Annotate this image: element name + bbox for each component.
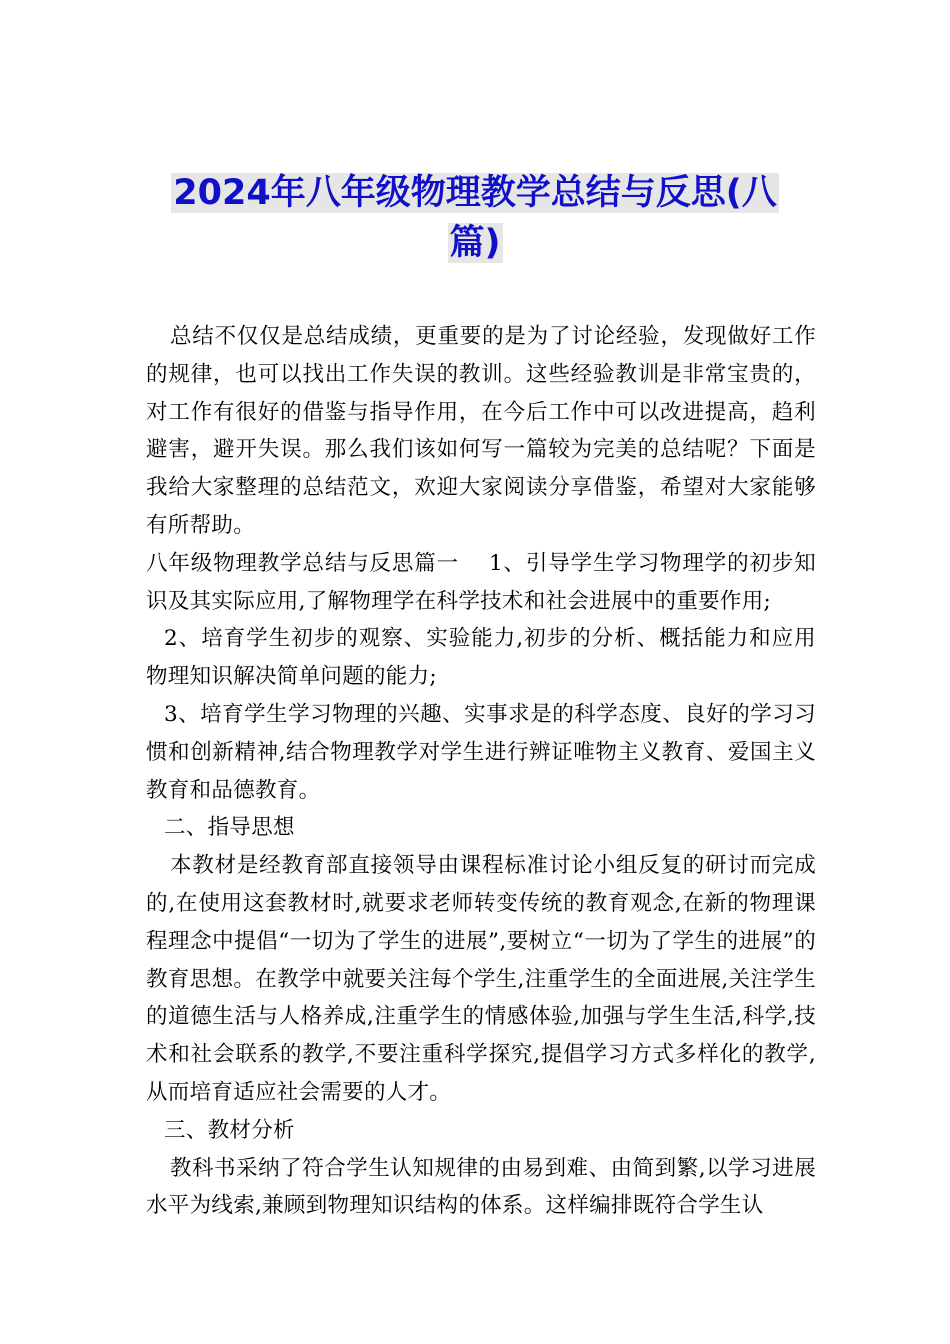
- guiding-ideology-paragraph: 本教材是经教育部直接领导由课程标准讨论小组反复的研讨而完成的,在使用这套教材时,就要求老师转变传统的教育观念,在新的物理课程理念中提倡“一切为了学生的进展”,要树立“一切为了学生的进展”的教育思想。在教学中就要关注每个学生,注重学生的全面进展,关注学生的道德生活与人格养成,注重学生的情感体验,加强与学生生活,科学,技术和社会联系的教学,不要注重科学探究,提倡学习方式多样化的教学,从而培育适应社会需要的人才。: [146, 853, 816, 1105]
- section-one-paragraph: 八年级物理教学总结与反思篇一 1、引导学生学习物理学的初步知识及其实际应用,了解物理学在科学技术和社会进展中的重要作用;: [146, 550, 816, 614]
- heading-textbook-analysis: 三、教材分析: [164, 1117, 295, 1143]
- title-line-1: 2024年八年级物理教学总结与反思(八: [173, 173, 777, 213]
- document-body: [146, 318, 816, 1225]
- document-title: [150, 168, 800, 268]
- intro-paragraph: 总结不仅仅是总结成绩，更重要的是为了讨论经验，发现做好工作的规律，也可以找出工作失误的教训。这些经验教训是非常宝贵的，对工作有很好的借鉴与指导作用，在今后工作中可以改进提高，趋利避害，避开失误。那么我们该如何写一篇较为完美的总结呢？下面是我给大家整理的总结范文，欢迎大家阅读分享借鉴，希望对大家能够有所帮助。: [146, 324, 816, 538]
- title-line-2: 篇): [449, 223, 501, 263]
- heading-guiding-ideology: 二、指导思想: [164, 815, 295, 841]
- goal-2-paragraph: 2、培育学生初步的观察、实验能力,初步的分析、概括能力和应用物理知识解决简单问题的能力;: [146, 626, 816, 690]
- goal-3-paragraph: 3、培育学生学习物理的兴趣、实事求是的科学态度、良好的学习习惯和创新精神,结合物理教学对学生进行辨证唯物主义教育、爱国主义教育和品德教育。: [146, 701, 816, 803]
- textbook-analysis-paragraph: 教科书采纳了符合学生认知规律的由易到难、由简到繁,以学习进展水平为线索,兼顾到物理知识结构的体系。这样编排既符合学生认: [146, 1155, 816, 1219]
